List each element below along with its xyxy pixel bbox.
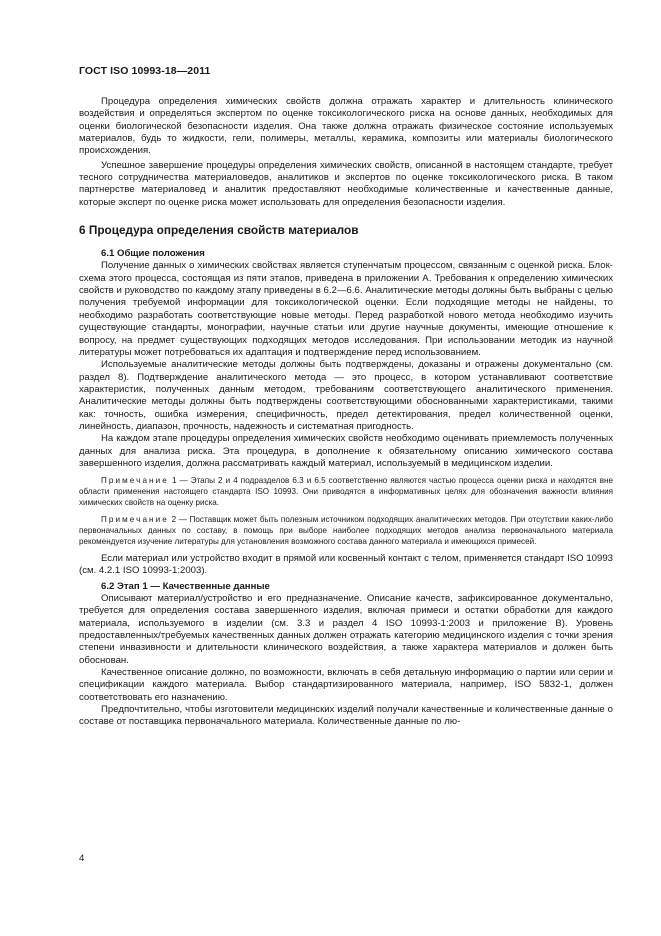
note-label: Примечание <box>101 476 169 486</box>
paragraph: Получение данных о химических свойствах является ступенчатым процессом, связанным с оценкой риска. Блок-схема этого процесса, состоящая из пяти этапов, приведена в приложении А. Требования к определению химических свойств и руководство по каждому этапу приведены в 6.2—6.6. Аналитические методы должны быть выбраны с целью получения требуемой информации для токсикологической оценки. Если подходящие методы не найдены, то необходимо разработать соответствующие новые методы. Перед разработкой нового метода необходимо изучить существующие стандарты, монографии, научные статьи или другие научные документы, имеющие отношение к вопросу, на предмет существующих подходящих методов исследования. При использовании методик из научной литературы может потребоваться их адаптация и подтверждение перед использованием. <box>79 260 613 358</box>
paragraph: Успешное завершение процедуры определения химических свойств, описанной в настоящем стандарте, требует тесного сотрудничества материаловедов, аналитиков и экспертов по оценке токсикологического риска. В таком партнерстве материаловед и аналитик предоставляют необходимые количественные и качественные данные, которые эксперт по оценке риска может использовать для определения безопасности изделия. <box>79 159 613 208</box>
subsection-heading-6-1: 6.1 Общие положения <box>101 248 205 260</box>
paragraph: Предпочтительно, чтобы изготовители медицинских изделий получали качественные и количественные данные о составе от поставщика первоначального материала. Количественные данные по лю- <box>79 703 613 728</box>
paragraph: Если материал или устройство входит в прямой или косвенный контакт с телом, применяется стандарт ISO 10993 (см. 4.2.1 ISO 10993-1:2003). <box>79 552 613 577</box>
subsection-heading-6-2: 6.2 Этап 1 — Качественные данные <box>101 580 270 592</box>
paragraph: Используемые аналитические методы должны быть подтверждены, доказаны и отражены документально (см. раздел 8). Подтверждение аналитического метода — это процесс, в котором устанавливают соответствие характеристик, полученных данным методом, требованиям соответствующего аналитического применения. Аналитические методы должны быть подтверждены соответствующими обоснованными характеристиками, такими как: точность, ошибка измерения, специфичность, предел детектирования, предел количественной оценки, линейность, диапазон, прочность, надежность и систематная пригодность. <box>79 359 613 432</box>
section-heading-6: 6 Процедура определения свойств материалов <box>79 223 359 238</box>
running-header: ГОСТ ISO 10993-18—2011 <box>79 65 211 77</box>
note-text: 2 — Поставщик может быть полезным источником подходящих аналитических методов. При отсутствии каких-либо первоначальных данных по составу, в помощь при выборе наиболее подходящих методов анализа первоначального материала рекомендуется изучение литературы для установления возможного состава данного материала и имеющихся примесей. <box>79 514 613 546</box>
page-content <box>79 96 613 729</box>
paragraph: На каждом этапе процедуры определения химических свойств необходимо оценивать приемлемость полученных данных для анализа риска. Эта процедура, в дополнение к обязательному описанию химического состава завершенного изделия, должна рассматривать каждый материал, используемый в медицинском изделии. <box>79 433 613 469</box>
note-2 <box>79 514 613 547</box>
paragraph: Описывают материал/устройство и его предназначение. Описание качеств, зафиксированное документально, требуется для определения состава завершенного изделия, включая примеси и остатки обработки для каждого материала, используемого в изделии (см. 3.3 и раздел 4 ISO 10993-1:2003 и приложение В). Уровень предоставленных/требуемых качественных данных должен отражать категорию медицинского изделия с точки зрения степени инвазивности и длительности клинического воздействия, а также характера материалов и должен быть обоснован. <box>79 592 613 666</box>
note-label: Примечание <box>101 514 169 524</box>
note-text: 1 — Этапы 2 и 4 подразделов 6.3 и 6.5 соответственно являются частью процесса оценки риска и находятся вне области применения настоящего стандарта ISO 10993. Они приводятся в информативных целях для обозначения важности влияния химических свойств на оценку риска. <box>79 476 613 508</box>
paragraph: Качественное описание должно, по возможности, включать в себя детальную информацию о партии или серии и спецификации каждого материала. Выбор стандартизированного материала, например, ISO 5832-1, должен соответствовать его назначению. <box>79 666 613 703</box>
paragraph: Процедура определения химических свойств должна отражать характер и длительность клинического воздействия и определяться экспертом по оценке токсикологического риска на основе данных, необходимых для оценки биологической безопасности изделия. Она также должна отражать физическое состояние используемых материалов, будь то жидкости, гели, полимеры, металлы, керамика, композиты или материалы биологического происхождения. <box>79 96 613 157</box>
page-number: 4 <box>79 853 85 864</box>
note-1 <box>79 475 613 508</box>
